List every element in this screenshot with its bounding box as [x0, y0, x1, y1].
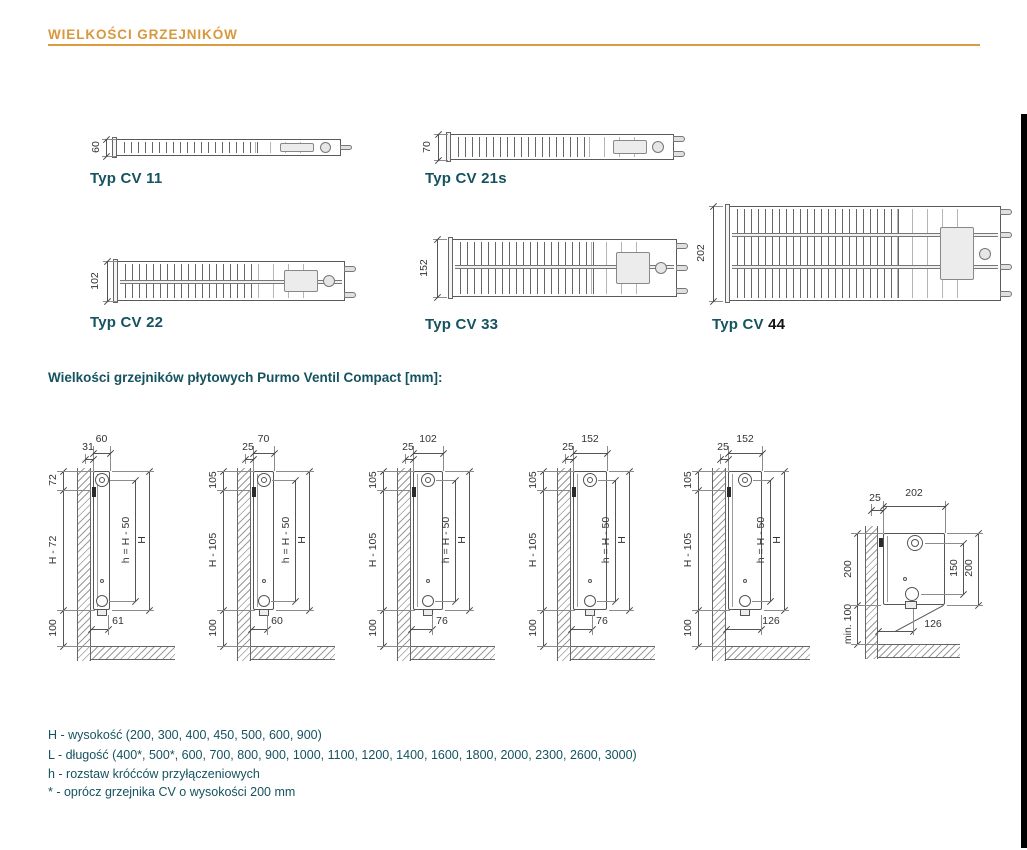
- pipe-stub: [676, 265, 688, 271]
- dim-line: [217, 471, 253, 472]
- dim-floor-clearance: 100: [682, 619, 694, 637]
- dim-line: [271, 601, 296, 602]
- dim-line: [947, 605, 983, 606]
- dim-pipe-spacing: h = H - 50: [755, 516, 767, 564]
- dim-line: [692, 471, 728, 472]
- dim-line: [309, 471, 310, 610]
- dim-wall-offset: 25: [402, 441, 414, 453]
- dim-line: [609, 471, 634, 472]
- dim-line: [110, 480, 136, 481]
- radiator-panel: [253, 471, 274, 610]
- bottom-connection: [422, 595, 434, 607]
- dim-pipe-spacing: h = H - 50: [440, 516, 452, 564]
- dim-middle: H - 105: [207, 532, 219, 568]
- dim-line: [377, 646, 411, 647]
- dim-line: [377, 490, 411, 491]
- dim-line: [692, 490, 726, 491]
- dim-upper: 105: [367, 471, 379, 489]
- dim-wall-offset: 25: [242, 441, 254, 453]
- dim-line: [571, 629, 592, 630]
- dim-line: [752, 601, 770, 602]
- type-number: 44: [768, 316, 786, 333]
- side-diagram-cv33: [525, 428, 685, 673]
- wall-bracket: [412, 487, 416, 497]
- side-diagram-cv22: [365, 428, 525, 673]
- dim-depth-bottom: 60: [271, 615, 283, 627]
- side-diagram-cv21s: [205, 428, 365, 673]
- dim-depth-bottom: 61: [112, 615, 124, 627]
- pipe-stub: [1000, 232, 1012, 238]
- dim-line: [629, 471, 630, 610]
- type-number: 11: [146, 170, 163, 187]
- bottom-connection: [739, 595, 751, 607]
- top-connection-core: [742, 477, 748, 483]
- legend-line-1: H - wysokość (200, 300, 400, 450, 500, 600, 900): [48, 728, 322, 742]
- pipe-stub: [676, 243, 688, 249]
- dim-height: H: [771, 536, 783, 544]
- dim-middle: H - 105: [367, 532, 379, 568]
- pipe-stub: [344, 292, 356, 298]
- legend-line-3: h - rozstaw króćców przyłączeniowych: [48, 767, 260, 781]
- panel-seam: [257, 474, 258, 607]
- dim-line: [469, 471, 470, 610]
- dim-line: [978, 533, 979, 605]
- radiator-topview-cv33: [452, 239, 677, 297]
- valve-knob: [979, 248, 991, 260]
- end-cap: [448, 237, 453, 299]
- corner-diagram-cv44-h200: [842, 476, 1027, 686]
- dim-line: [112, 610, 154, 611]
- valve-housing: [613, 140, 647, 153]
- dim-line: [543, 471, 544, 646]
- bottom-connection: [258, 595, 270, 607]
- vent-dot: [100, 579, 104, 583]
- dim-depth-bottom: 126: [924, 618, 942, 630]
- dim-line: [713, 206, 714, 301]
- dim-line: [537, 471, 573, 472]
- panel-seam: [577, 474, 578, 607]
- dim-line: [537, 610, 575, 611]
- dim-depth-top: 60: [95, 433, 108, 445]
- floor-hatch: [726, 646, 810, 660]
- dim-line: [57, 471, 93, 472]
- dim-depth: 202: [695, 244, 707, 262]
- dim-height: H: [136, 536, 148, 544]
- dim-height-left: 200: [842, 560, 854, 578]
- dim-line: [698, 471, 699, 646]
- dim-depth-top: 70: [257, 433, 270, 445]
- page-title: WIELKOŚCI GRZEJNIKÓW: [48, 27, 238, 42]
- dim-depth-top: 152: [736, 433, 754, 445]
- dim-line: [272, 480, 296, 481]
- dim-pipe-spacing: 150: [948, 559, 960, 577]
- dim-line: [217, 646, 251, 647]
- dim-middle: H - 105: [527, 532, 539, 568]
- dim-upper: 105: [527, 471, 539, 489]
- top-connection-core: [587, 477, 593, 483]
- pipe-stub: [1000, 291, 1012, 297]
- radiator-topview-cv11: [116, 139, 341, 156]
- dim-height: H: [616, 536, 628, 544]
- valve-knob: [652, 141, 664, 153]
- dim-line: [435, 601, 455, 602]
- wall-bracket: [92, 487, 96, 497]
- dim-line: [217, 490, 251, 491]
- floor-hatch: [878, 644, 960, 658]
- pipe-stub: [340, 145, 352, 150]
- dim-line: [607, 446, 608, 471]
- dim-line: [57, 610, 95, 611]
- dim-depth-top: 152: [581, 433, 599, 445]
- dim-wall-offset: 25: [562, 441, 574, 453]
- dim-depth-top: 202: [905, 487, 923, 499]
- end-cap: [446, 132, 451, 162]
- valve-housing: [280, 143, 314, 153]
- floor-hatch: [571, 646, 655, 660]
- radiator-topview-cv21s: [450, 134, 674, 160]
- valve-housing: [940, 227, 974, 279]
- dim-line: [112, 471, 154, 472]
- valve-housing: [616, 252, 650, 283]
- bottom-connection: [905, 587, 919, 601]
- valve-knob: [655, 262, 667, 274]
- dim-depth-top: 102: [419, 433, 437, 445]
- type-label-cv44: [712, 316, 785, 333]
- dim-line: [609, 610, 634, 611]
- pipe-stub: [673, 151, 685, 157]
- dim-pipe-spacing: h = H - 50: [600, 516, 612, 564]
- dim-line: [764, 610, 789, 611]
- dim-line: [63, 471, 64, 646]
- dim-wall-offset: 25: [869, 492, 881, 504]
- floor-hatch: [411, 646, 495, 660]
- dim-line: [692, 610, 730, 611]
- dim-middle: H - 72: [47, 535, 59, 565]
- convector-fins: [458, 137, 591, 157]
- panel-seam: [887, 536, 888, 602]
- dim-height: H: [296, 536, 308, 544]
- dim-floor-clearance: 100: [207, 619, 219, 637]
- dim-line: [436, 480, 455, 481]
- end-cap: [112, 137, 117, 158]
- type-label-cv22: [90, 314, 163, 331]
- top-connection-core: [261, 477, 267, 483]
- panel-seam: [732, 474, 733, 607]
- type-number: 22: [146, 314, 164, 331]
- convector-fins: [737, 209, 899, 298]
- dim-depth: 102: [89, 272, 101, 290]
- dim-line: [106, 139, 107, 156]
- dim-line: [217, 610, 255, 611]
- type-prefix: Typ CV: [712, 316, 764, 333]
- vent-dot: [588, 579, 592, 583]
- dim-line: [537, 490, 571, 491]
- dim-upper: 72: [47, 474, 59, 486]
- dim-depth: 70: [421, 141, 433, 153]
- dim-line: [445, 610, 474, 611]
- vent-dot: [426, 579, 430, 583]
- side-diagram-cv44: [680, 428, 840, 673]
- dim-wall-offset: 25: [717, 441, 729, 453]
- type-prefix: Typ CV: [90, 314, 142, 331]
- bottom-connection: [96, 595, 108, 607]
- dim-middle: H - 105: [682, 532, 694, 568]
- dim-line: [437, 239, 438, 297]
- dim-floor-clearance: min. 100: [842, 603, 854, 645]
- dim-line: [443, 446, 444, 471]
- dim-line: [383, 471, 384, 646]
- dim-height-right: 200: [963, 559, 975, 577]
- dim-wall-offset: 31: [82, 441, 94, 453]
- dim-depth-bottom: 76: [436, 615, 448, 627]
- dim-line: [149, 471, 150, 610]
- radiator-topview-cv44: [729, 206, 1001, 301]
- dim-line: [411, 629, 432, 630]
- pipe-stub: [1000, 209, 1012, 215]
- dim-upper: 105: [682, 471, 694, 489]
- dim-line: [692, 646, 726, 647]
- type-label-cv33: [425, 316, 498, 333]
- vent-dot: [903, 577, 907, 581]
- floor-hatch: [251, 646, 335, 660]
- dim-line: [851, 644, 878, 645]
- dim-upper: 105: [207, 471, 219, 489]
- dim-line: [883, 506, 945, 507]
- type-prefix: Typ CV: [425, 316, 477, 333]
- top-connection-core: [425, 477, 431, 483]
- wall-bracket: [727, 487, 731, 497]
- dim-line: [377, 471, 413, 472]
- dim-line: [377, 610, 415, 611]
- section-subtitle: Wielkości grzejników płytowych Purmo Ventil Compact [mm]:: [48, 370, 443, 385]
- legend-line-4: * - oprócz grzejnika CV o wysokości 200 mm: [48, 785, 296, 799]
- dim-line: [597, 601, 615, 602]
- type-prefix: Typ CV: [90, 170, 142, 187]
- side-diagram-cv11: [45, 428, 205, 673]
- type-label-cv21s: [425, 170, 507, 187]
- end-cap: [725, 204, 730, 303]
- pipe-stub: [344, 266, 356, 272]
- type-number: 33: [481, 316, 499, 333]
- dim-height: H: [456, 536, 468, 544]
- dim-depth: 60: [90, 141, 102, 153]
- valve-knob: [320, 142, 331, 153]
- top-connection-core: [99, 477, 105, 483]
- vent-dot: [262, 579, 266, 583]
- dim-line: [91, 629, 108, 630]
- pipe-stub: [673, 136, 685, 142]
- dim-line: [445, 471, 474, 472]
- type-number: 21s: [481, 170, 507, 187]
- dim-pipe-spacing: h = H - 50: [120, 516, 132, 564]
- pipe-stub: [676, 288, 688, 294]
- title-rule: [48, 44, 980, 46]
- dim-pipe-spacing: h = H - 50: [280, 516, 292, 564]
- dim-depth-bottom: 126: [762, 615, 780, 627]
- dim-line: [109, 601, 136, 602]
- dim-line: [537, 646, 571, 647]
- valve-housing: [284, 270, 318, 291]
- valve-knob: [323, 275, 335, 287]
- dim-line: [764, 471, 789, 472]
- type-prefix: Typ CV: [425, 170, 477, 187]
- floor-hatch: [91, 646, 175, 660]
- dim-line: [57, 490, 91, 491]
- panel-seam: [97, 474, 98, 607]
- dim-depth: 152: [418, 259, 430, 277]
- dim-floor-clearance: 100: [47, 619, 59, 637]
- dim-floor-clearance: 100: [527, 619, 539, 637]
- end-cap: [113, 259, 118, 303]
- dim-line: [851, 605, 881, 606]
- dim-line: [438, 134, 439, 160]
- dim-line: [223, 471, 224, 646]
- dim-line: [57, 646, 91, 647]
- dim-line: [784, 471, 785, 610]
- wall-bracket: [252, 487, 256, 497]
- convector-fins: [124, 142, 258, 153]
- dim-line: [107, 261, 108, 301]
- wall-bracket: [879, 538, 883, 547]
- dim-line: [878, 631, 913, 632]
- dim-line: [857, 533, 858, 644]
- bottom-connection: [584, 595, 596, 607]
- dim-line: [762, 446, 763, 471]
- legend-line-2: L - długość (400*, 500*, 600, 700, 800, 900, 1000, 1100, 1200, 1400, 1600, 1800, 2000, 2300, 2600, 3000): [48, 748, 637, 762]
- radiator-topview-cv22: [117, 261, 345, 301]
- dim-line: [753, 480, 770, 481]
- panel-seam: [417, 474, 418, 607]
- dim-line: [851, 533, 883, 534]
- dim-floor-clearance: 100: [367, 619, 379, 637]
- vent-dot: [743, 579, 747, 583]
- valve-insert: [905, 601, 917, 609]
- wall-hatch: [865, 526, 878, 659]
- top-connection-core: [911, 539, 919, 547]
- dim-line: [598, 480, 615, 481]
- dim-line: [726, 629, 761, 630]
- dim-line: [276, 610, 314, 611]
- wall-bracket: [572, 487, 576, 497]
- dim-line: [276, 471, 314, 472]
- dim-depth-bottom: 76: [596, 615, 608, 627]
- pipe-stub: [1000, 264, 1012, 270]
